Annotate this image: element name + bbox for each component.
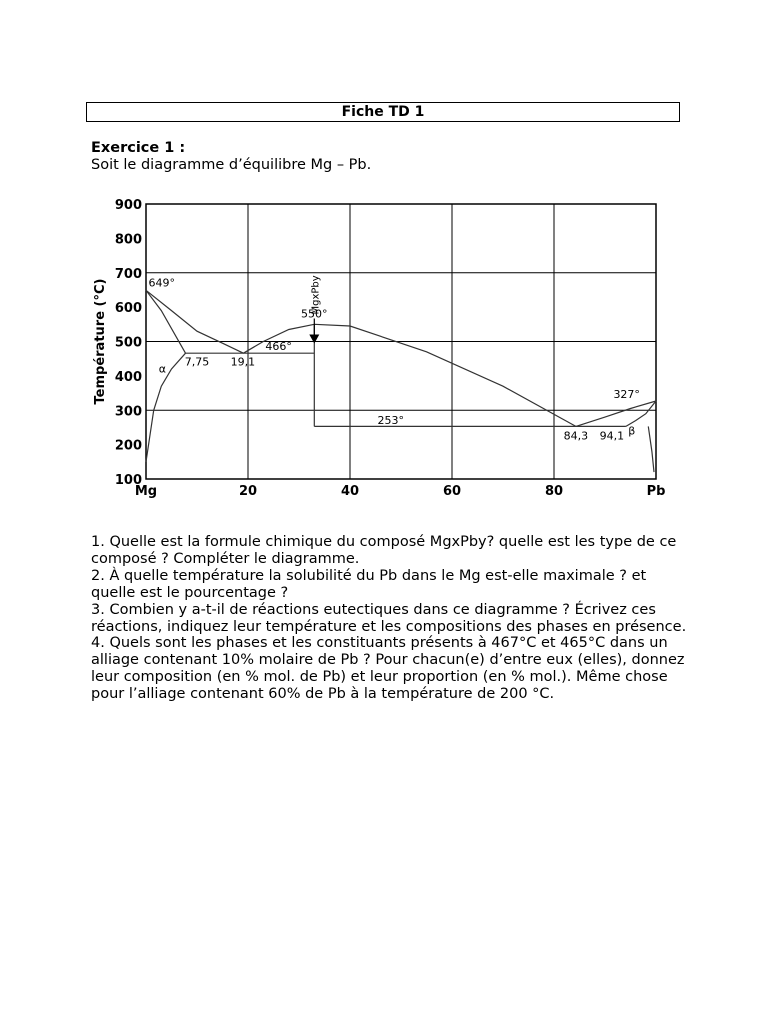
y-tick-label: 900 xyxy=(114,198,142,213)
x-tick-label: Pb xyxy=(646,484,666,499)
annotation-label: 550° xyxy=(301,307,328,321)
compound-label: MgxPby xyxy=(310,275,322,315)
exercise-intro: Soit le diagramme d’équilibre Mg – Pb. xyxy=(91,157,372,173)
x-tick-label: 80 xyxy=(544,484,564,499)
annotation-label: 327° xyxy=(613,388,640,402)
phase-boundary-3 xyxy=(146,290,186,353)
question-1: 1. Quelle est la formule chimique du composé MgxPby? quelle est les type de ce composé ? Compléter le diagramme. xyxy=(91,534,677,567)
compound-arrow-head xyxy=(309,335,319,344)
annotation-label: 466° xyxy=(265,340,292,354)
phase-boundary-6 xyxy=(648,426,654,472)
y-axis-label: Température (°C) xyxy=(93,278,108,405)
phase-diagram xyxy=(88,190,678,510)
questions-list xyxy=(91,534,691,703)
y-tick-label: 100 xyxy=(114,473,142,488)
x-tick-label: Mg xyxy=(134,484,158,499)
question-2: 2. À quelle température la solubilité du Pb dans le Mg est-elle maximale ? et quelle est le pourcentage ? xyxy=(91,567,647,601)
y-tick-label: 800 xyxy=(114,232,142,248)
question-4: 4. Quels sont les phases et les constituants présents à 467°C et 465°C dans un alliage contenant 10% molaire de Pb ? Pour chacun(e) d’entre eux (elles), donnez leur composition (en % mol. de Pb) et leur proportion (en % mol.). Même chose pour l’alliage contenant 60% de Pb à la température de 200 °C. xyxy=(91,635,685,703)
annotation-label: 649° xyxy=(148,276,176,290)
y-tick-label: 500 xyxy=(114,335,142,351)
annotation-label: 7,75 xyxy=(184,355,210,369)
x-tick-label: 60 xyxy=(442,484,462,499)
phase-boundary-0 xyxy=(146,290,243,353)
phase-boundary-1 xyxy=(243,324,576,426)
x-tick-label: 40 xyxy=(340,484,360,499)
y-tick-label: 700 xyxy=(114,266,142,282)
y-tick-label: 200 xyxy=(114,438,142,454)
exercise-title: Exercice 1 : xyxy=(91,140,186,156)
y-tick-label: 400 xyxy=(114,369,142,385)
page-title: Fiche TD 1 xyxy=(86,102,680,122)
annotation-label: 94,1 xyxy=(599,429,625,443)
annotation-label: β xyxy=(628,424,636,438)
annotation-label: 84,3 xyxy=(563,429,589,443)
question-3: 3. Combien y a-t-il de réactions eutectiques dans ce diagramme ? Écrivez ces réactions, indiquez leur température et les compositions des phases en présence. xyxy=(91,601,687,635)
phase-boundary-2 xyxy=(576,401,656,426)
y-tick-label: 600 xyxy=(114,301,142,317)
annotation-label: 19,1 xyxy=(230,355,256,369)
annotation-label: α xyxy=(158,362,167,376)
annotation-label: 253° xyxy=(377,414,405,427)
x-tick-label: 20 xyxy=(238,484,258,499)
y-tick-label: 300 xyxy=(114,404,142,420)
